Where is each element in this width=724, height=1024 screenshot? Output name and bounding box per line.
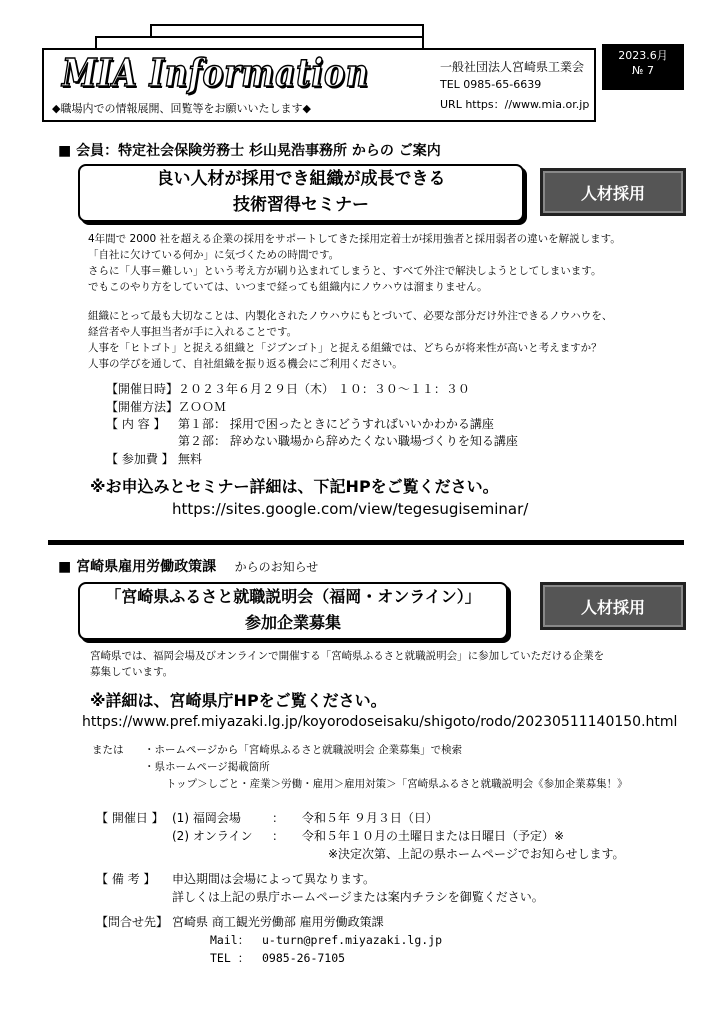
- issue-badge: [602, 44, 684, 90]
- s2-link[interactable]: https://www.pref.miyazaki.lg.jp/koyorodoseisaku/shigoto/rodo/20230511140150.html: [82, 714, 678, 730]
- s1-content-2: 第２部： 辞めない職場から辞めたくない職場づくりを知る講座: [178, 434, 518, 448]
- s2-date-note: ※決定次第、上記の県ホームページでお知らせします。: [328, 847, 625, 861]
- s1-fee-label: 【 参加費 】: [106, 452, 174, 466]
- s1-link[interactable]: https://sites.google.com/view/tegesugiseminar/: [172, 500, 529, 518]
- org-tel: TEL 0985-65-6639: [440, 78, 542, 91]
- section1-para2: [88, 308, 612, 372]
- para-line: さらに「人事＝難しい」という考え方が刷り込まれてしまうと、すべて外注で解決しようとしてしまいます。: [88, 265, 602, 277]
- s1-fee-value: 無料: [178, 452, 203, 466]
- s2-remarks-1: 申込期間は会場によって異なります。: [172, 872, 376, 886]
- section2-banner: [78, 582, 508, 640]
- org-url: URL https：//www.mia.or.jp: [440, 98, 590, 111]
- s1-method-label: 【開催方法】: [106, 400, 179, 414]
- section1-banner: [78, 164, 524, 222]
- para-line: 経営者や人事担当者が手に入れることです。: [88, 326, 298, 338]
- section1-banner-line1: 良い人材が採用でき組織が成長できる: [156, 169, 446, 189]
- s2-alt-1: ・ホームページから「宮崎県ふるさと就職説明会 企業募集」で検索: [144, 744, 463, 756]
- section-divider: [48, 540, 684, 545]
- section1-tag: 人材採用: [540, 168, 686, 216]
- s2-date-1-value: 令和５年 ９月３日（日）: [302, 811, 438, 825]
- section1-banner-line2: 技術習得セミナー: [233, 195, 369, 215]
- issue-number: № 7: [632, 64, 654, 77]
- s1-content-label: 【 内 容 】: [106, 417, 166, 431]
- s2-tel-value: 0985-26-7105: [262, 951, 346, 965]
- s2-date-label: 【 開催日 】: [96, 811, 164, 825]
- s2-mail-label: Mail：: [210, 933, 250, 947]
- section2-heading-main: ■ 宮崎県雇用労働政策課: [58, 559, 217, 575]
- section2-heading-suffix: からのお知らせ: [234, 560, 319, 574]
- s2-date-2-name: (2) オンライン: [172, 829, 253, 843]
- s2-colon: ：: [272, 829, 285, 843]
- s1-date-value: ２０２３年６月２９日（木） １０：３０～１１：３０: [178, 382, 470, 396]
- s1-content-1: 第１部： 採用で困ったときにどうすればいいかわかる講座: [178, 417, 494, 431]
- tagline: ◆職場内での情報展開、回覧等をお願いいたします◆: [52, 102, 311, 115]
- para-line: でもこのやり方をしていては、いつまで経っても組織内にノウハウは溜まりません。: [88, 281, 488, 293]
- s2-colon: ：: [272, 811, 285, 825]
- org-name: 一般社団法人宮崎県工業会: [440, 60, 585, 74]
- para-line: 人事の学びを通して、自社組織を振り返る機会にご利用ください。: [88, 358, 403, 370]
- para-line: 4年間で 2000 社を超える企業の採用をサポートしてきた採用定着士が採用強者と採用弱者の違いを解説します。: [88, 233, 621, 245]
- section1-heading: ■ 会員：特定社会保険労務士 杉山晃浩事務所 からの ご案内: [58, 143, 441, 159]
- s2-tel-label: TEL ：: [210, 951, 250, 965]
- para-line: 組織にとって最も大切なことは、内製化されたノウハウにもとづいて、必要な部分だけ外注できるノウハウを、: [88, 310, 613, 322]
- s2-date-1-name: (1) 福岡会場: [172, 811, 241, 825]
- s1-method-value: ＺＯＯＭ: [178, 400, 227, 414]
- newsletter-title: MIA Information: [62, 50, 370, 95]
- s2-contact-label: 【問合せ先】: [96, 915, 169, 929]
- section2-heading: [58, 556, 318, 576]
- s2-alt-3: トップ＞しごと・産業＞労働・雇用＞雇用対策＞「宮崎県ふるさと就職説明会《参加企業募集！》: [166, 778, 628, 790]
- s2-cta: ※詳細は、宮崎県庁HPをご覧ください。: [90, 691, 387, 710]
- s1-cta: ※お申込みとセミナー詳細は、下記HPをご覧ください。: [90, 477, 499, 496]
- s1-date-label: 【開催日時】: [106, 382, 179, 396]
- para-line: 人事を「ヒトゴト」と捉える組織と「ジブンゴト」と捉える組織では、どちらが将来性が高いと考えますか？: [88, 342, 602, 354]
- s2-mail-value[interactable]: u-turn@pref.miyazaki.lg.jp: [262, 933, 443, 947]
- para-line: 宮崎県では、福岡会場及びオンラインで開催する「宮崎県ふるさと就職説明会」に参加していただける企業を: [90, 650, 605, 662]
- para-line: 募集しています。: [90, 666, 174, 678]
- s2-remarks-2: 詳しくは上記の県庁ホームページまたは案内チラシを御覧ください。: [172, 890, 544, 904]
- s2-remarks-label: 【 備 考 】: [96, 872, 156, 886]
- section2-tag: 人材採用: [540, 582, 686, 630]
- issue-date: 2023.6月: [618, 49, 668, 62]
- para-line: 「自社に欠けている何か」に気づくための時間です。: [88, 249, 340, 261]
- section2-banner-line2: 参加企業募集: [244, 613, 341, 632]
- section2-para: [90, 648, 604, 680]
- s2-alt-2: ・県ホームページ掲載箇所: [144, 761, 270, 773]
- s2-date-2-value: 令和５年１０月の土曜日または日曜日（予定）※: [302, 829, 565, 843]
- section1-para1: [88, 231, 621, 295]
- s2-contact-org: 宮崎県 商工観光労働部 雇用労働政策課: [172, 915, 384, 929]
- section2-banner-line1: 「宮崎県ふるさと就職説明会（福岡・オンライン）」: [105, 587, 481, 606]
- s2-alt-label: または: [92, 744, 124, 756]
